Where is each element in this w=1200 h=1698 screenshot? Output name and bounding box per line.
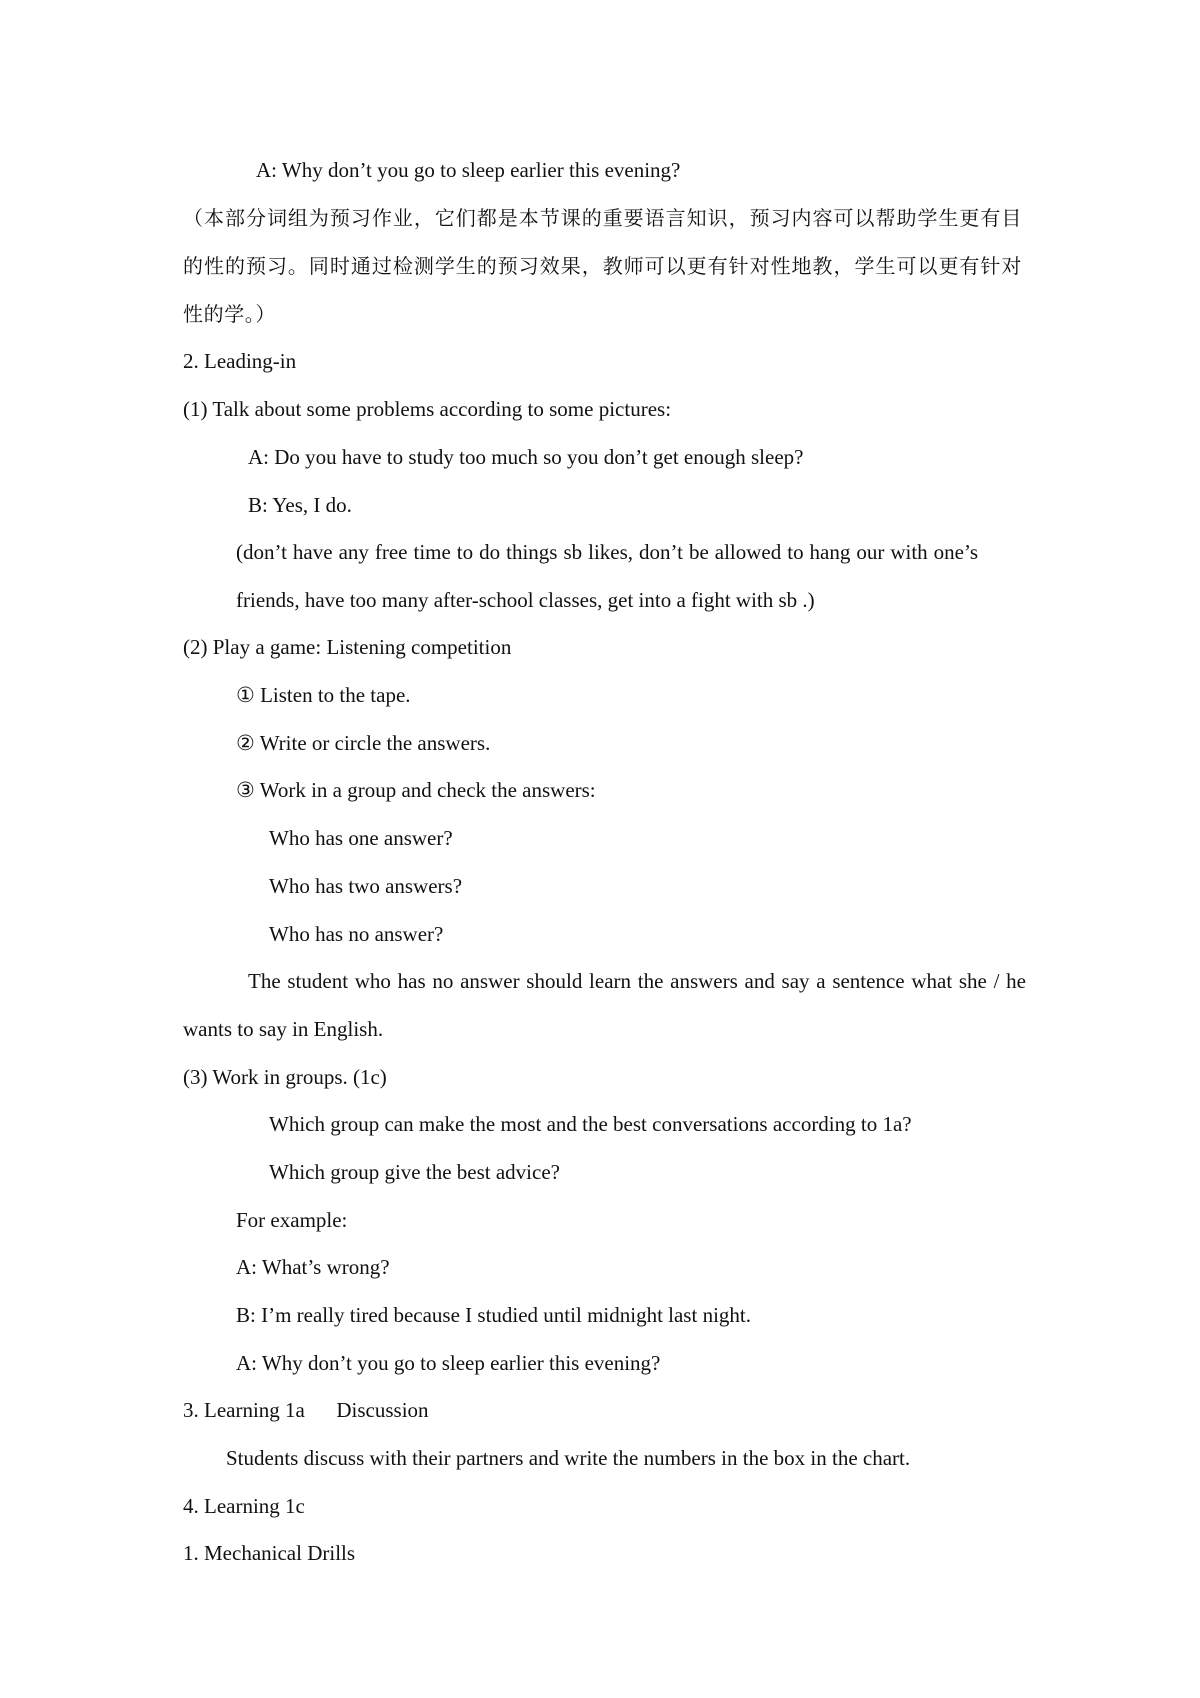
- question-line: Who has two answers?: [269, 874, 463, 898]
- subsection-heading: (2) Play a game: Listening competition: [183, 635, 512, 659]
- note-text: 性的学。）: [183, 302, 276, 326]
- section-heading: 4. Learning 1c: [183, 1494, 305, 1518]
- note-text: （本部分词组为预习作业，它们都是本节课的重要语言知识，预习内容可以帮助学生更有目: [183, 206, 1022, 230]
- step-item: ② Write or circle the answers.: [236, 731, 491, 755]
- dialogue-line-a: A: Do you have to study too much so you don’t get enough sleep?: [248, 445, 804, 469]
- example-label: For example:: [236, 1208, 348, 1232]
- section-heading: 2. Leading-in: [183, 349, 297, 373]
- body-text: wants to say in English.: [183, 1017, 384, 1041]
- phrase-list: (don’t have any free time to do things sb likes, don’t be allowed to hang our with one’s: [236, 540, 978, 564]
- section-heading: 1. Mechanical Drills: [183, 1541, 356, 1565]
- question-line: Which group give the best advice?: [269, 1160, 560, 1184]
- question-line: Which group can make the most and the best conversations according to 1a?: [269, 1112, 912, 1136]
- subsection-heading: (3) Work in groups. (1c): [183, 1065, 387, 1089]
- dialogue-line-a: A: Why don’t you go to sleep earlier this evening?: [236, 1351, 661, 1375]
- dialogue-line-b: B: I’m really tired because I studied until midnight last night.: [236, 1303, 751, 1327]
- subsection-heading: (1) Talk about some problems according to some pictures:: [183, 397, 672, 421]
- question-line: Who has one answer?: [269, 826, 453, 850]
- step-item: ③ Work in a group and check the answers:: [236, 778, 596, 802]
- body-text: The student who has no answer should learn the answers and say a sentence what she / he: [248, 969, 1026, 993]
- section-heading: 3. Learning 1a Discussion: [183, 1398, 429, 1422]
- note-text: 的性的预习。同时通过检测学生的预习效果，教师可以更有针对性地教，学生可以更有针对: [183, 254, 1022, 278]
- step-item: ① Listen to the tape.: [236, 683, 411, 707]
- dialogue-line-b: B: Yes, I do.: [248, 493, 352, 517]
- dialogue-line-a: A: What’s wrong?: [236, 1255, 390, 1279]
- body-text: Students discuss with their partners and write the numbers in the box in the chart.: [226, 1446, 911, 1470]
- dialogue-line-a: A: Why don’t you go to sleep earlier this evening?: [256, 158, 681, 182]
- question-line: Who has no answer?: [269, 922, 444, 946]
- phrase-list: friends, have too many after-school classes, get into a fight with sb .): [236, 588, 815, 612]
